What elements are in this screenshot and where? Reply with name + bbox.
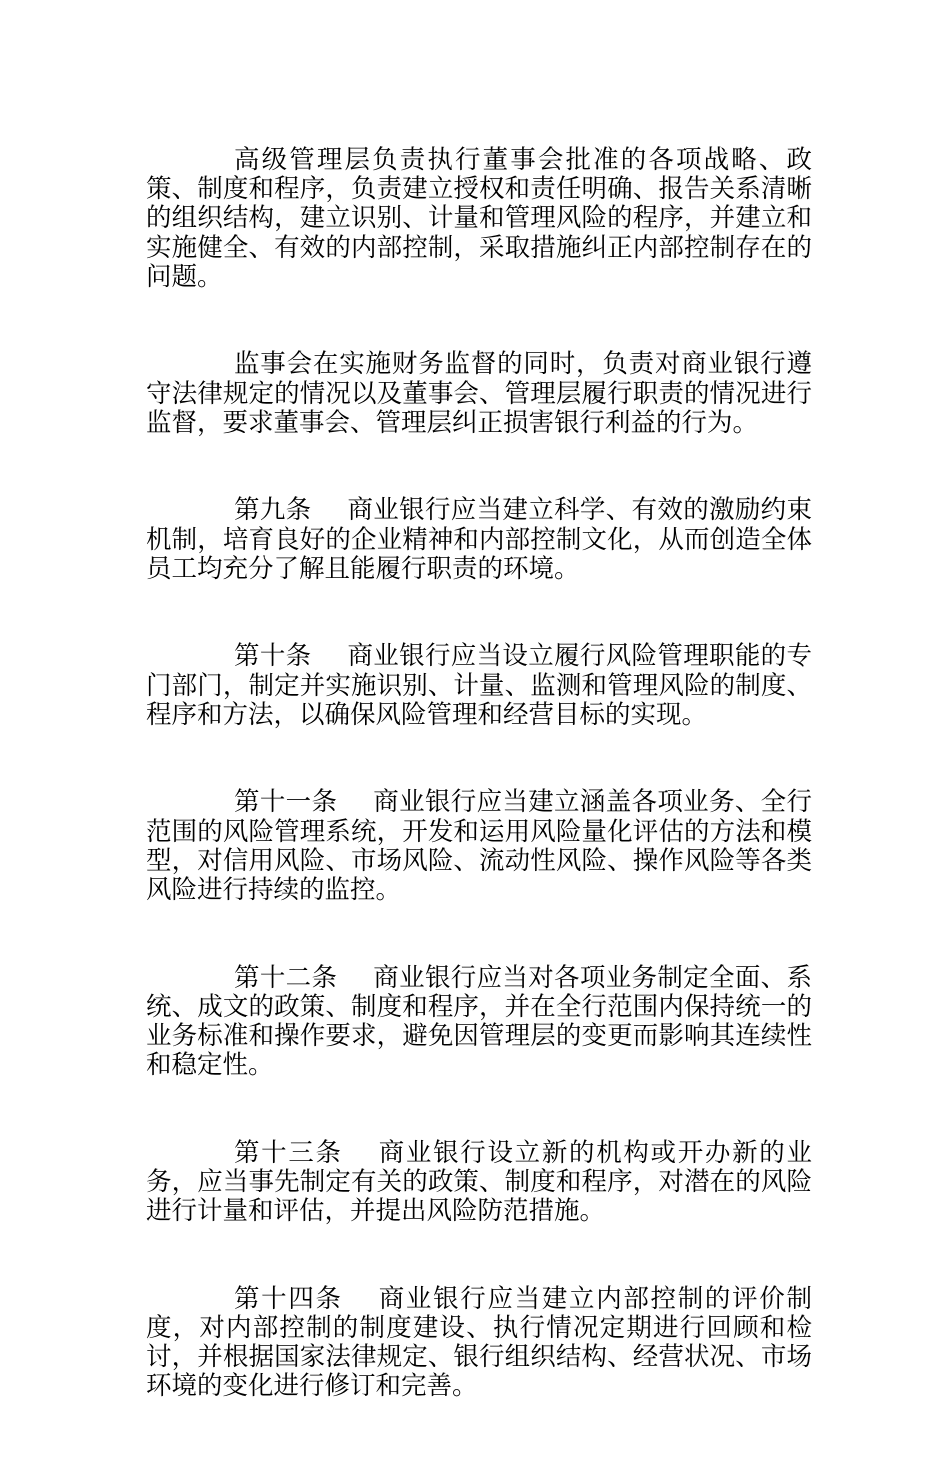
- paragraph-text: 监事会在实施财务监督的同时，负责对商业银行遵守法律规定的情况以及董事会、管理层履行职责的情况进行监督，要求董事会、管理层纠正损害银行利益的行为。: [146, 349, 812, 438]
- article-number: 第十一条: [234, 787, 338, 818]
- paragraph-supervisory-board: [146, 350, 812, 438]
- article-number: 第十四条: [234, 1283, 343, 1314]
- article-number: 第九条: [234, 495, 312, 526]
- article-10: [146, 642, 812, 730]
- paragraph-text: 商业银行设立新的机构或开办新的业务，应当事先制定有关的政策、制度和程序，对潜在的风险进行计量和评估，并提出风险防范措施。: [146, 1137, 812, 1227]
- paragraph-text: 商业银行应当建立涵盖各项业务、全行范围的风险管理系统，开发和运用风险量化评估的方法和模型，对信用风险、市场风险、流动性风险、操作风险等各类风险进行持续的监控。: [146, 787, 812, 906]
- paragraph-text: 商业银行应当对各项业务制定全面、系统、成文的政策、制度和程序，并在全行范围内保持统一的业务标准和操作要求，避免因管理层的变更而影响其连续性和稳定性。: [146, 962, 812, 1081]
- paragraph-text: 商业银行应当建立内部控制的评价制度，对内部控制的制度建设、执行情况定期进行回顾和检讨，并根据国家法律规定、银行组织结构、经营状况、市场环境的变化进行修订和完善。: [146, 1283, 812, 1402]
- article-14: [146, 1285, 812, 1402]
- paragraph-text: 商业银行应当建立科学、有效的激励约束机制，培育良好的企业精神和内部控制文化，从而创造全体员工均充分了解且能履行职责的环境。: [146, 495, 812, 584]
- article-number: 第十条: [234, 641, 312, 672]
- article-9: [146, 496, 812, 584]
- article-number: 第十三条: [234, 1137, 343, 1168]
- article-number: 第十二条: [234, 962, 338, 993]
- article-11: [146, 788, 812, 905]
- article-12: [146, 964, 812, 1081]
- document-page: [146, 146, 812, 1460]
- paragraph-senior-management: [146, 146, 812, 292]
- paragraph-text: 商业银行应当设立履行风险管理职能的专门部门，制定并实施识别、计量、监测和管理风险的制度、程序和方法，以确保风险管理和经营目标的实现。: [146, 641, 812, 730]
- paragraph-text: 高级管理层负责执行董事会批准的各项战略、政策、制度和程序，负责建立授权和责任明确、报告关系清晰的组织结构，建立识别、计量和管理风险的程序，并建立和实施健全、有效的内部控制，采取措施纠正内部控制存在的问题。: [146, 145, 812, 292]
- article-13: [146, 1139, 812, 1227]
